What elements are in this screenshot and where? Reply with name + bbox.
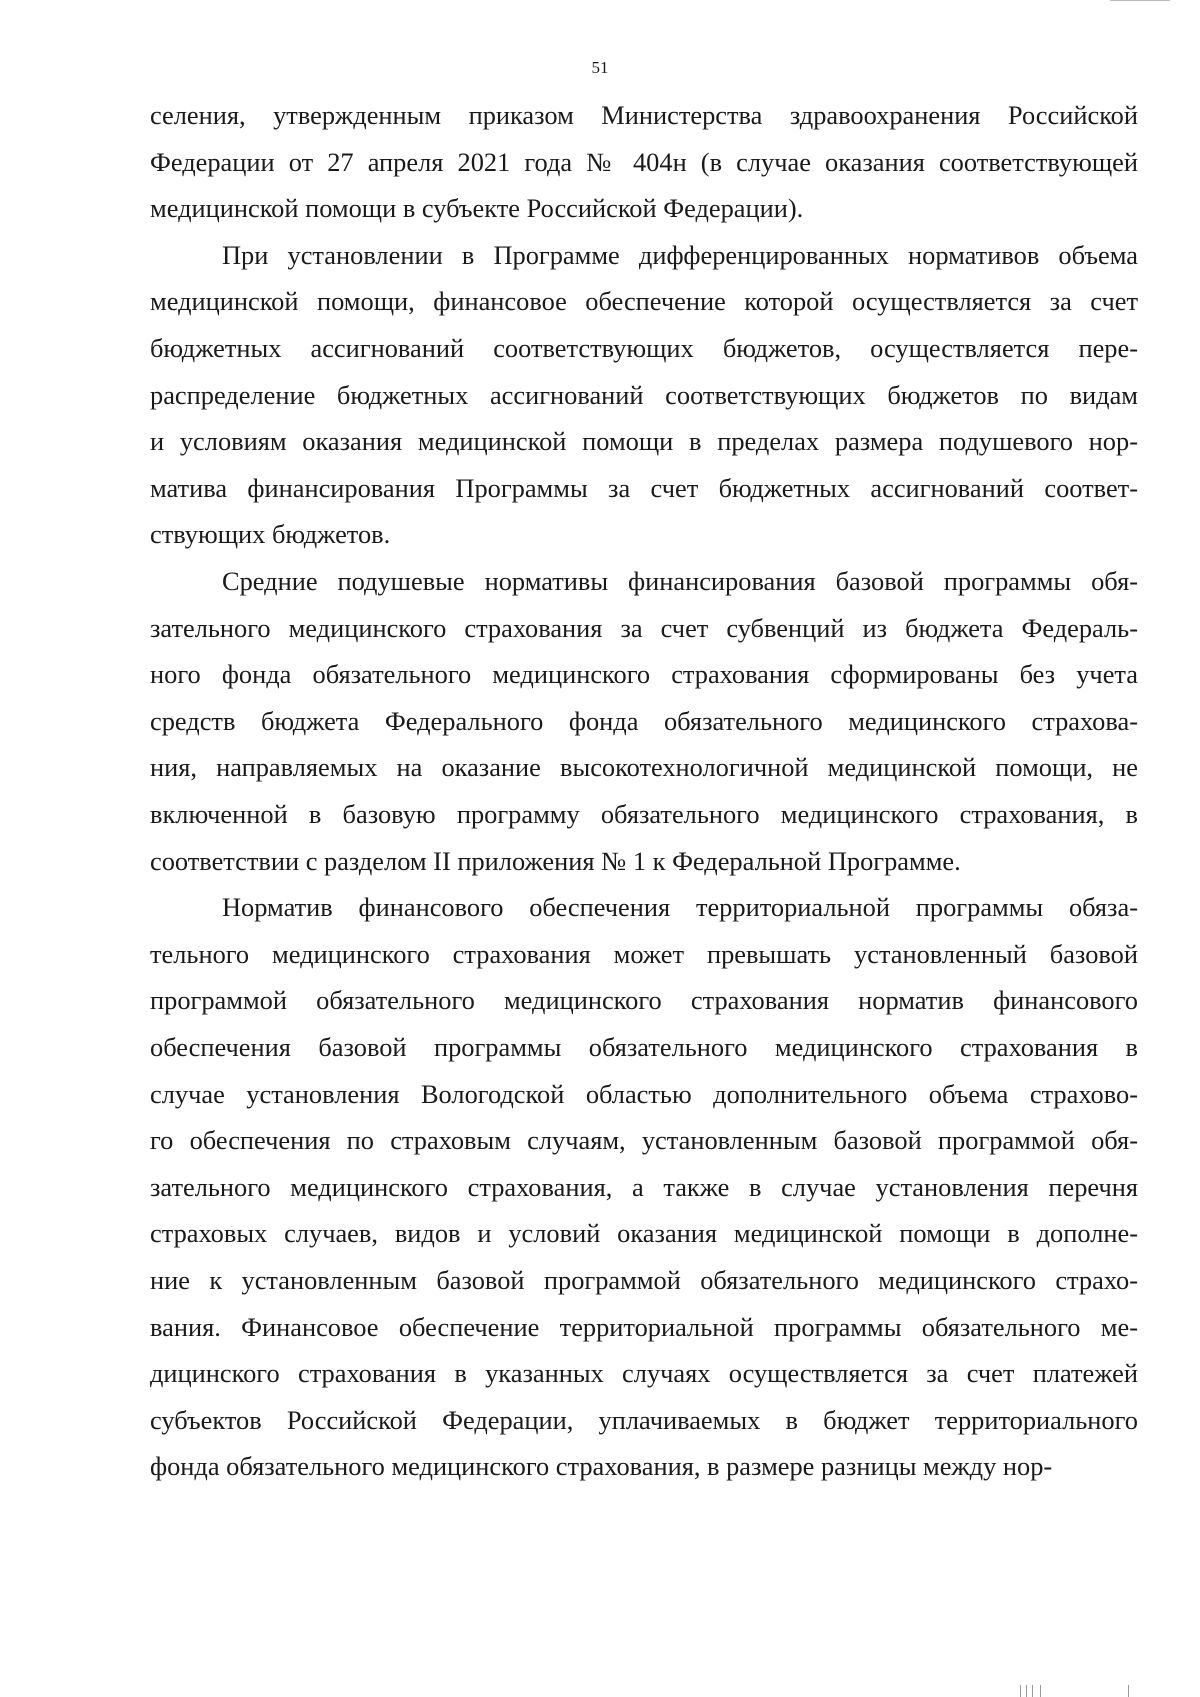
- text-line: Средние подушевые нормативы финансирования базовой программы обя-: [222, 566, 1138, 596]
- text-line: матива финансирования Программы за счет бюджетных ассигнований соответ-: [150, 473, 1138, 503]
- text-line: и условиям оказания медицинской помощи в пределах размера подушевого нор-: [150, 426, 1138, 456]
- text-line: При установлении в Программе дифференцированных нормативов объема: [222, 240, 1138, 270]
- text-line: медицинской помощи, финансовое обеспечение которой осуществляется за счет: [150, 286, 1138, 316]
- text-line: тельного медицинского страхования может превышать установленный базовой: [150, 939, 1138, 969]
- scan-edge-marks: [1020, 1683, 1140, 1697]
- text-line: субъектов Российской Федерации, уплачиваемых в бюджет территориального: [150, 1405, 1138, 1435]
- text-line: дицинского страхования в указанных случаях осуществляется за счет платежей: [150, 1358, 1138, 1388]
- text-line: соответствии с разделом II приложения № 1 к Федеральной Программе.: [150, 846, 961, 876]
- page-number: 51: [591, 58, 609, 77]
- text-line: страховых случаев, видов и условий оказания медицинской помощи в дополне-: [150, 1218, 1138, 1248]
- text-line: ния, направляемых на оказание высокотехнологичной медицинской помощи, не: [150, 752, 1138, 782]
- text-line: случае установления Вологодской областью дополнительного объема страхово-: [150, 1079, 1138, 1109]
- text-line: включенной в базовую программу обязательного медицинского страхования, в: [150, 799, 1138, 829]
- text-line: Норматив финансового обеспечения территориальной программы обяза-: [222, 892, 1138, 922]
- text-line: вания. Финансовое обеспечение территориальной программы обязательного ме-: [150, 1312, 1138, 1342]
- text-line: зательного медицинского страхования за счет субвенций из бюджета Федераль-: [150, 613, 1138, 643]
- text-line: средств бюджета Федерального фонда обязательного медицинского страхова-: [150, 706, 1138, 736]
- text-line: ние к установленным базовой программой обязательного медицинского страхо-: [150, 1265, 1138, 1295]
- text-line: фонда обязательного медицинского страхования, в размере разницы между нор-: [150, 1451, 1053, 1481]
- text-line: медицинской помощи в субъекте Российской Федерации).: [150, 193, 804, 223]
- text-line: Федерации от 27 апреля 2021 года № 404н (в случае оказания соответствующей: [150, 147, 1138, 177]
- text-line: селения, утвержденным приказом Министерства здравоохранения Российской: [150, 100, 1138, 130]
- text-line: го обеспечения по страховым случаям, установленным базовой программой обя-: [150, 1125, 1138, 1155]
- text-line: программой обязательного медицинского страхования норматив финансового: [150, 985, 1138, 1015]
- scan-corner-mark: [1110, 0, 1170, 7]
- text-line: бюджетных ассигнований соответствующих бюджетов, осуществляется пере-: [150, 333, 1138, 363]
- text-line: ствующих бюджетов.: [150, 519, 391, 549]
- text-line: обеспечения базовой программы обязательного медицинского страхования в: [150, 1032, 1138, 1062]
- text-line: распределение бюджетных ассигнований соответствующих бюджетов по видам: [150, 380, 1138, 410]
- text-line: ного фонда обязательного медицинского страхования сформированы без учета: [150, 659, 1138, 689]
- text-line: зательного медицинского страхования, а также в случае установления перечня: [150, 1172, 1138, 1202]
